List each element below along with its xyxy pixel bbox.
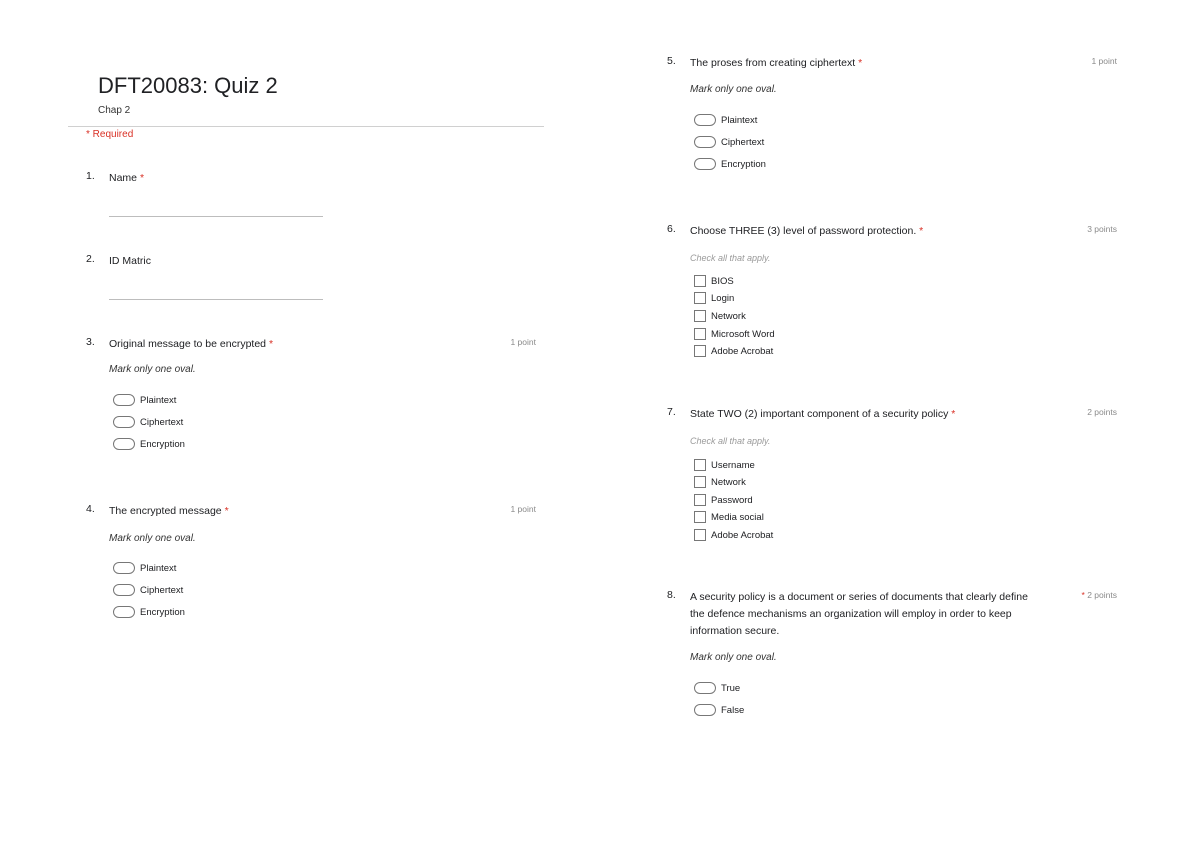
name-answer-line[interactable] (109, 216, 323, 217)
radio-oval[interactable] (113, 416, 135, 428)
question-number: 1. (86, 170, 95, 182)
points-label: 1 point (1091, 56, 1117, 66)
radio-oval[interactable] (113, 584, 135, 596)
radio-oval[interactable] (694, 136, 716, 148)
required-marker: * (919, 225, 924, 237)
question-number: 2. (86, 253, 95, 265)
checkbox[interactable] (694, 476, 706, 488)
option-media-social[interactable]: Media social (694, 509, 764, 525)
option-encryption[interactable]: Encryption (694, 156, 766, 172)
instruction: Mark only one oval. (109, 533, 196, 544)
option-adobe-acrobat[interactable]: Adobe Acrobat (694, 343, 773, 359)
points-label: 1 point (510, 504, 536, 514)
required-marker: * (951, 408, 956, 420)
radio-oval[interactable] (694, 114, 716, 126)
instruction: Check all that apply. (690, 436, 771, 446)
instruction: Mark only one oval. (690, 84, 777, 95)
question-5 (667, 55, 1117, 170)
required-note: * Required (86, 129, 134, 140)
points-label: 3 points (1087, 224, 1117, 234)
option-bios[interactable]: BIOS (694, 273, 734, 289)
question-number: 8. (667, 589, 676, 601)
option-ciphertext[interactable]: Ciphertext (694, 134, 764, 150)
checkbox[interactable] (694, 529, 706, 541)
option-false[interactable]: False (694, 702, 744, 718)
question-text: Name * (109, 172, 145, 184)
checkbox[interactable] (694, 275, 706, 287)
required-marker: * (139, 172, 145, 184)
points-label: 2 points (1087, 407, 1117, 417)
required-marker: * (858, 57, 863, 69)
header-divider (68, 126, 544, 127)
required-marker: * (224, 505, 229, 517)
question-number: 7. (667, 406, 676, 418)
option-network[interactable]: Network (694, 308, 746, 324)
option-password[interactable]: Password (694, 492, 753, 508)
radio-oval[interactable] (694, 682, 716, 694)
question-text: Original message to be encrypted * (109, 338, 274, 350)
points-label: 1 point (510, 337, 536, 347)
checkbox[interactable] (694, 328, 706, 340)
question-text: State TWO (2) important component of a security policy * (690, 408, 956, 420)
instruction: Check all that apply. (690, 253, 771, 263)
question-text: Choose THREE (3) level of password protection. * (690, 225, 924, 237)
question-4 (86, 503, 536, 618)
required-marker: * (268, 338, 274, 350)
checkbox[interactable] (694, 310, 706, 322)
question-8 (667, 589, 1117, 716)
option-ciphertext[interactable]: Ciphertext (113, 414, 183, 430)
form-title: DFT20083: Quiz 2 (98, 73, 278, 98)
option-ciphertext[interactable]: Ciphertext (113, 582, 183, 598)
instruction: Mark only one oval. (690, 652, 777, 663)
checkbox[interactable] (694, 494, 706, 506)
question-number: 3. (86, 336, 95, 348)
question-number: 6. (667, 223, 676, 235)
instruction: Mark only one oval. (109, 364, 196, 375)
points-label: * 2 points (1081, 590, 1117, 600)
checkbox[interactable] (694, 459, 706, 471)
option-true[interactable]: True (694, 680, 740, 696)
option-encryption[interactable]: Encryption (113, 436, 185, 452)
question-1 (86, 170, 536, 186)
question-number: 4. (86, 503, 95, 515)
option-network[interactable]: Network (694, 474, 746, 490)
required-marker: * (1081, 590, 1085, 600)
option-plaintext[interactable]: Plaintext (113, 560, 176, 576)
question-text: A security policy is a document or series of documents that clearly define the defence mechanisms an organization will employ in order to keep information secure. (690, 591, 1028, 637)
checkbox[interactable] (694, 511, 706, 523)
question-text: The proses from creating ciphertext * (690, 57, 863, 69)
checkbox[interactable] (694, 345, 706, 357)
form-subtitle: Chap 2 (98, 105, 131, 116)
radio-oval[interactable] (113, 438, 135, 450)
question-6 (667, 223, 1117, 357)
option-plaintext[interactable]: Plaintext (694, 112, 757, 128)
radio-oval[interactable] (113, 394, 135, 406)
question-2 (86, 253, 536, 269)
option-encryption[interactable]: Encryption (113, 604, 185, 620)
radio-oval[interactable] (113, 606, 135, 618)
question-text: ID Matric (109, 255, 151, 267)
option-login[interactable]: Login (694, 290, 734, 306)
radio-oval[interactable] (694, 158, 716, 170)
option-microsoft-word[interactable]: Microsoft Word (694, 326, 775, 342)
radio-oval[interactable] (694, 704, 716, 716)
radio-oval[interactable] (113, 562, 135, 574)
option-adobe-acrobat[interactable]: Adobe Acrobat (694, 527, 773, 543)
question-3 (86, 336, 536, 450)
question-7 (667, 406, 1117, 541)
option-username[interactable]: Username (694, 457, 755, 473)
id-matric-answer-line[interactable] (109, 299, 323, 300)
option-plaintext[interactable]: Plaintext (113, 392, 176, 408)
question-number: 5. (667, 55, 676, 67)
checkbox[interactable] (694, 292, 706, 304)
question-text: The encrypted message * (109, 505, 229, 517)
